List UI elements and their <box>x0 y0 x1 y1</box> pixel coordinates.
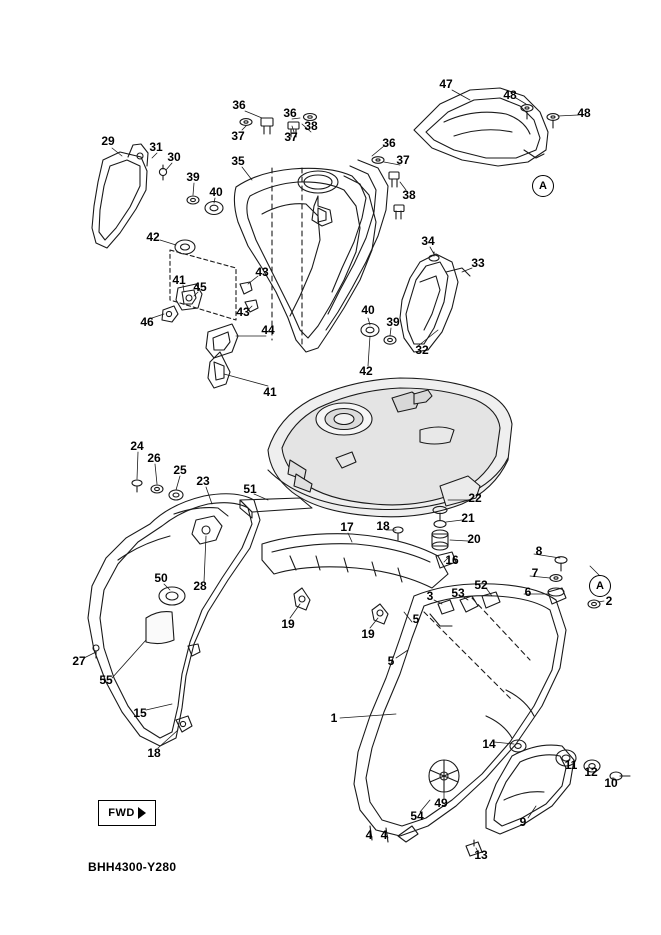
callout-number: 39 <box>386 315 400 329</box>
callout-number: 5 <box>412 612 420 626</box>
callout-number: 3 <box>426 589 434 603</box>
callout-number: 43 <box>255 265 269 279</box>
circle-reference-label: A <box>589 575 611 597</box>
callout-number: 49 <box>434 796 448 810</box>
callout-number: 30 <box>167 150 181 164</box>
callout-number: 38 <box>402 188 416 202</box>
callout-number: 27 <box>72 654 86 668</box>
callout-number: 19 <box>281 617 295 631</box>
callout-number: 37 <box>396 153 410 167</box>
callout-number: 32 <box>415 343 429 357</box>
callout-number: 26 <box>147 451 161 465</box>
fwd-direction-badge <box>98 800 156 826</box>
callout-number: 48 <box>503 88 517 102</box>
callout-number: 37 <box>231 129 245 143</box>
callout-number: 25 <box>173 463 187 477</box>
callout-number: 51 <box>243 482 257 496</box>
callout-number: 54 <box>410 809 424 823</box>
callout-number: 28 <box>193 579 207 593</box>
callout-number: 18 <box>376 519 390 533</box>
fwd-label: FWD <box>108 807 135 819</box>
callout-number: 55 <box>99 673 113 687</box>
callout-number: 35 <box>231 154 245 168</box>
callout-number: 48 <box>577 106 591 120</box>
callout-number: 41 <box>172 273 186 287</box>
callout-number: 12 <box>584 765 598 779</box>
callout-number: 53 <box>451 586 465 600</box>
callout-number: 29 <box>101 134 115 148</box>
callout-number: 14 <box>482 737 496 751</box>
callout-number: 45 <box>193 280 207 294</box>
callout-number: 41 <box>263 385 277 399</box>
callout-number: 11 <box>564 758 578 772</box>
callout-number: 40 <box>361 303 375 317</box>
callout-number: 7 <box>531 566 539 580</box>
fwd-arrow-icon <box>138 807 146 819</box>
callout-number: 2 <box>605 594 613 608</box>
callout-number: 23 <box>196 474 210 488</box>
circle-reference-label: A <box>532 175 554 197</box>
callout-number: 24 <box>130 439 144 453</box>
callout-number: 50 <box>154 571 168 585</box>
part-code-label: BHH4300-Y280 <box>88 860 177 874</box>
callout-number: 22 <box>468 491 482 505</box>
callout-number: 4 <box>380 828 388 842</box>
callout-number: 38 <box>304 119 318 133</box>
callout-number: 44 <box>261 323 275 337</box>
callout-number: 39 <box>186 170 200 184</box>
callout-number: 5 <box>387 654 395 668</box>
callout-number: 16 <box>445 553 459 567</box>
callout-number: 17 <box>340 520 354 534</box>
callout-number: 13 <box>474 848 488 862</box>
callout-number: 52 <box>474 578 488 592</box>
callout-number: 9 <box>519 815 527 829</box>
callout-number: 47 <box>439 77 453 91</box>
callout-number: 37 <box>284 130 298 144</box>
callout-number: 8 <box>535 544 543 558</box>
callout-number: 34 <box>421 234 435 248</box>
callout-number: 31 <box>149 140 163 154</box>
callout-number: 42 <box>359 364 373 378</box>
callout-number: 20 <box>467 532 481 546</box>
callout-number: 19 <box>361 627 375 641</box>
callout-number: 33 <box>471 256 485 270</box>
callout-number: 21 <box>461 511 475 525</box>
callout-number: 10 <box>604 776 618 790</box>
callout-number: 42 <box>146 230 160 244</box>
callout-number: 43 <box>236 305 250 319</box>
callout-number: 46 <box>140 315 154 329</box>
callout-number: 36 <box>382 136 396 150</box>
callout-number: 36 <box>283 106 297 120</box>
callout-number: 6 <box>524 585 532 599</box>
callout-number: 36 <box>232 98 246 112</box>
callout-number: 40 <box>209 185 223 199</box>
callout-number: 18 <box>147 746 161 760</box>
callout-number: 1 <box>330 711 338 725</box>
callout-number: 15 <box>133 706 147 720</box>
callout-number: 4 <box>365 828 373 842</box>
